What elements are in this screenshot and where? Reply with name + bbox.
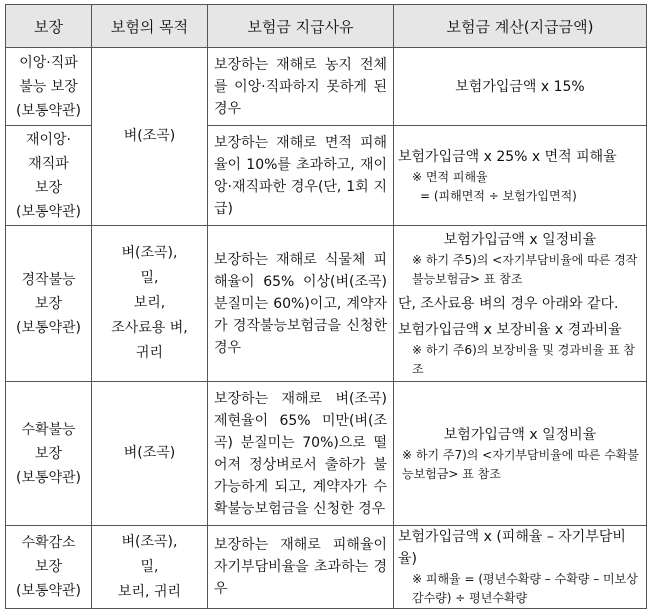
coverage-cell: 이앙·직파 불능 보장 (보통약관) xyxy=(6,48,92,126)
target-cell: 벼(조곡), 밀, 보리, 귀리 xyxy=(92,526,208,609)
calc-cell: 보험가입금액 x 15% xyxy=(394,48,647,126)
reason-cell: 보장하는 재해로 벼(조곡) 제현율이 65% 미만(벼(조곡) 분질미는 70%)으로 떨어져 정상벼로서 출하가 불가능하게 되고, 계약자가 수확불능보험금을 신청한 경우 xyxy=(208,382,394,526)
table-row xyxy=(6,226,647,382)
table-row xyxy=(6,526,647,609)
coverage-cell: 재이앙· 재직파 보장 (보통약관) xyxy=(6,126,92,226)
table-row xyxy=(6,48,647,126)
header-reason: 보험금 지급사유 xyxy=(208,5,394,48)
calc-cell: 보험가입금액 x (피해율 – 자기부담비율) ※ 피해율 = (평년수확량 – 수확량 – 미보상감수량) ÷ 평년수확량 xyxy=(394,526,647,609)
calc-cell: 보험가입금액 x 일정비율 ※ 하기 주7)의 <자기부담비율에 따른 수확불능보험금> 표 참조 xyxy=(394,382,647,526)
reason-cell: 보장하는 재해로 피해율이 자기부담비율을 초과하는 경우 xyxy=(208,526,394,609)
calc-cell: 보험가입금액 x 일정비율 ※ 하기 주5)의 <자기부담비율에 따른 경작불능보험금> 표 참조 단, 조사료용 벼의 경우 아래와 같다. 보험가입금액 x 보장비율 x 경과비율 ※ 하기 주6)의 보장비율 및 경과비율 표 참조 xyxy=(394,226,647,382)
target-cell: 벼(조곡), 밀, 보리, 조사료용 벼, 귀리 xyxy=(92,226,208,382)
header-coverage: 보장 xyxy=(6,5,92,48)
coverage-table xyxy=(5,4,647,609)
header-row xyxy=(6,5,647,48)
coverage-cell: 수확불능 보장 (보통약관) xyxy=(6,382,92,526)
coverage-cell: 수확감소 보장 (보통약관) xyxy=(6,526,92,609)
target-cell: 벼(조곡) xyxy=(92,382,208,526)
coverage-cell: 경작불능 보장 (보통약관) xyxy=(6,226,92,382)
reason-cell: 보장하는 재해로 면적 피해율이 10%를 초과하고, 재이앙·재직파한 경우(단, 1회 지급) xyxy=(208,126,394,226)
header-calc: 보험금 계산(지급금액) xyxy=(394,5,647,48)
target-cell: 벼(조곡) xyxy=(92,48,208,226)
header-target: 보험의 목적 xyxy=(92,5,208,48)
table-row xyxy=(6,382,647,526)
reason-cell: 보장하는 재해로 식물체 피해율이 65% 이상(벼(조곡) 분질미는 60%)이고, 계약자가 경작불능보험금을 신청한 경우 xyxy=(208,226,394,382)
reason-cell: 보장하는 재해로 농지 전체를 이앙·직파하지 못하게 된 경우 xyxy=(208,48,394,126)
calc-cell: 보험가입금액 x 25% x 면적 피해율 ※ 면적 피해율 = (피해면적 ÷ 보험가입면적) xyxy=(394,126,647,226)
